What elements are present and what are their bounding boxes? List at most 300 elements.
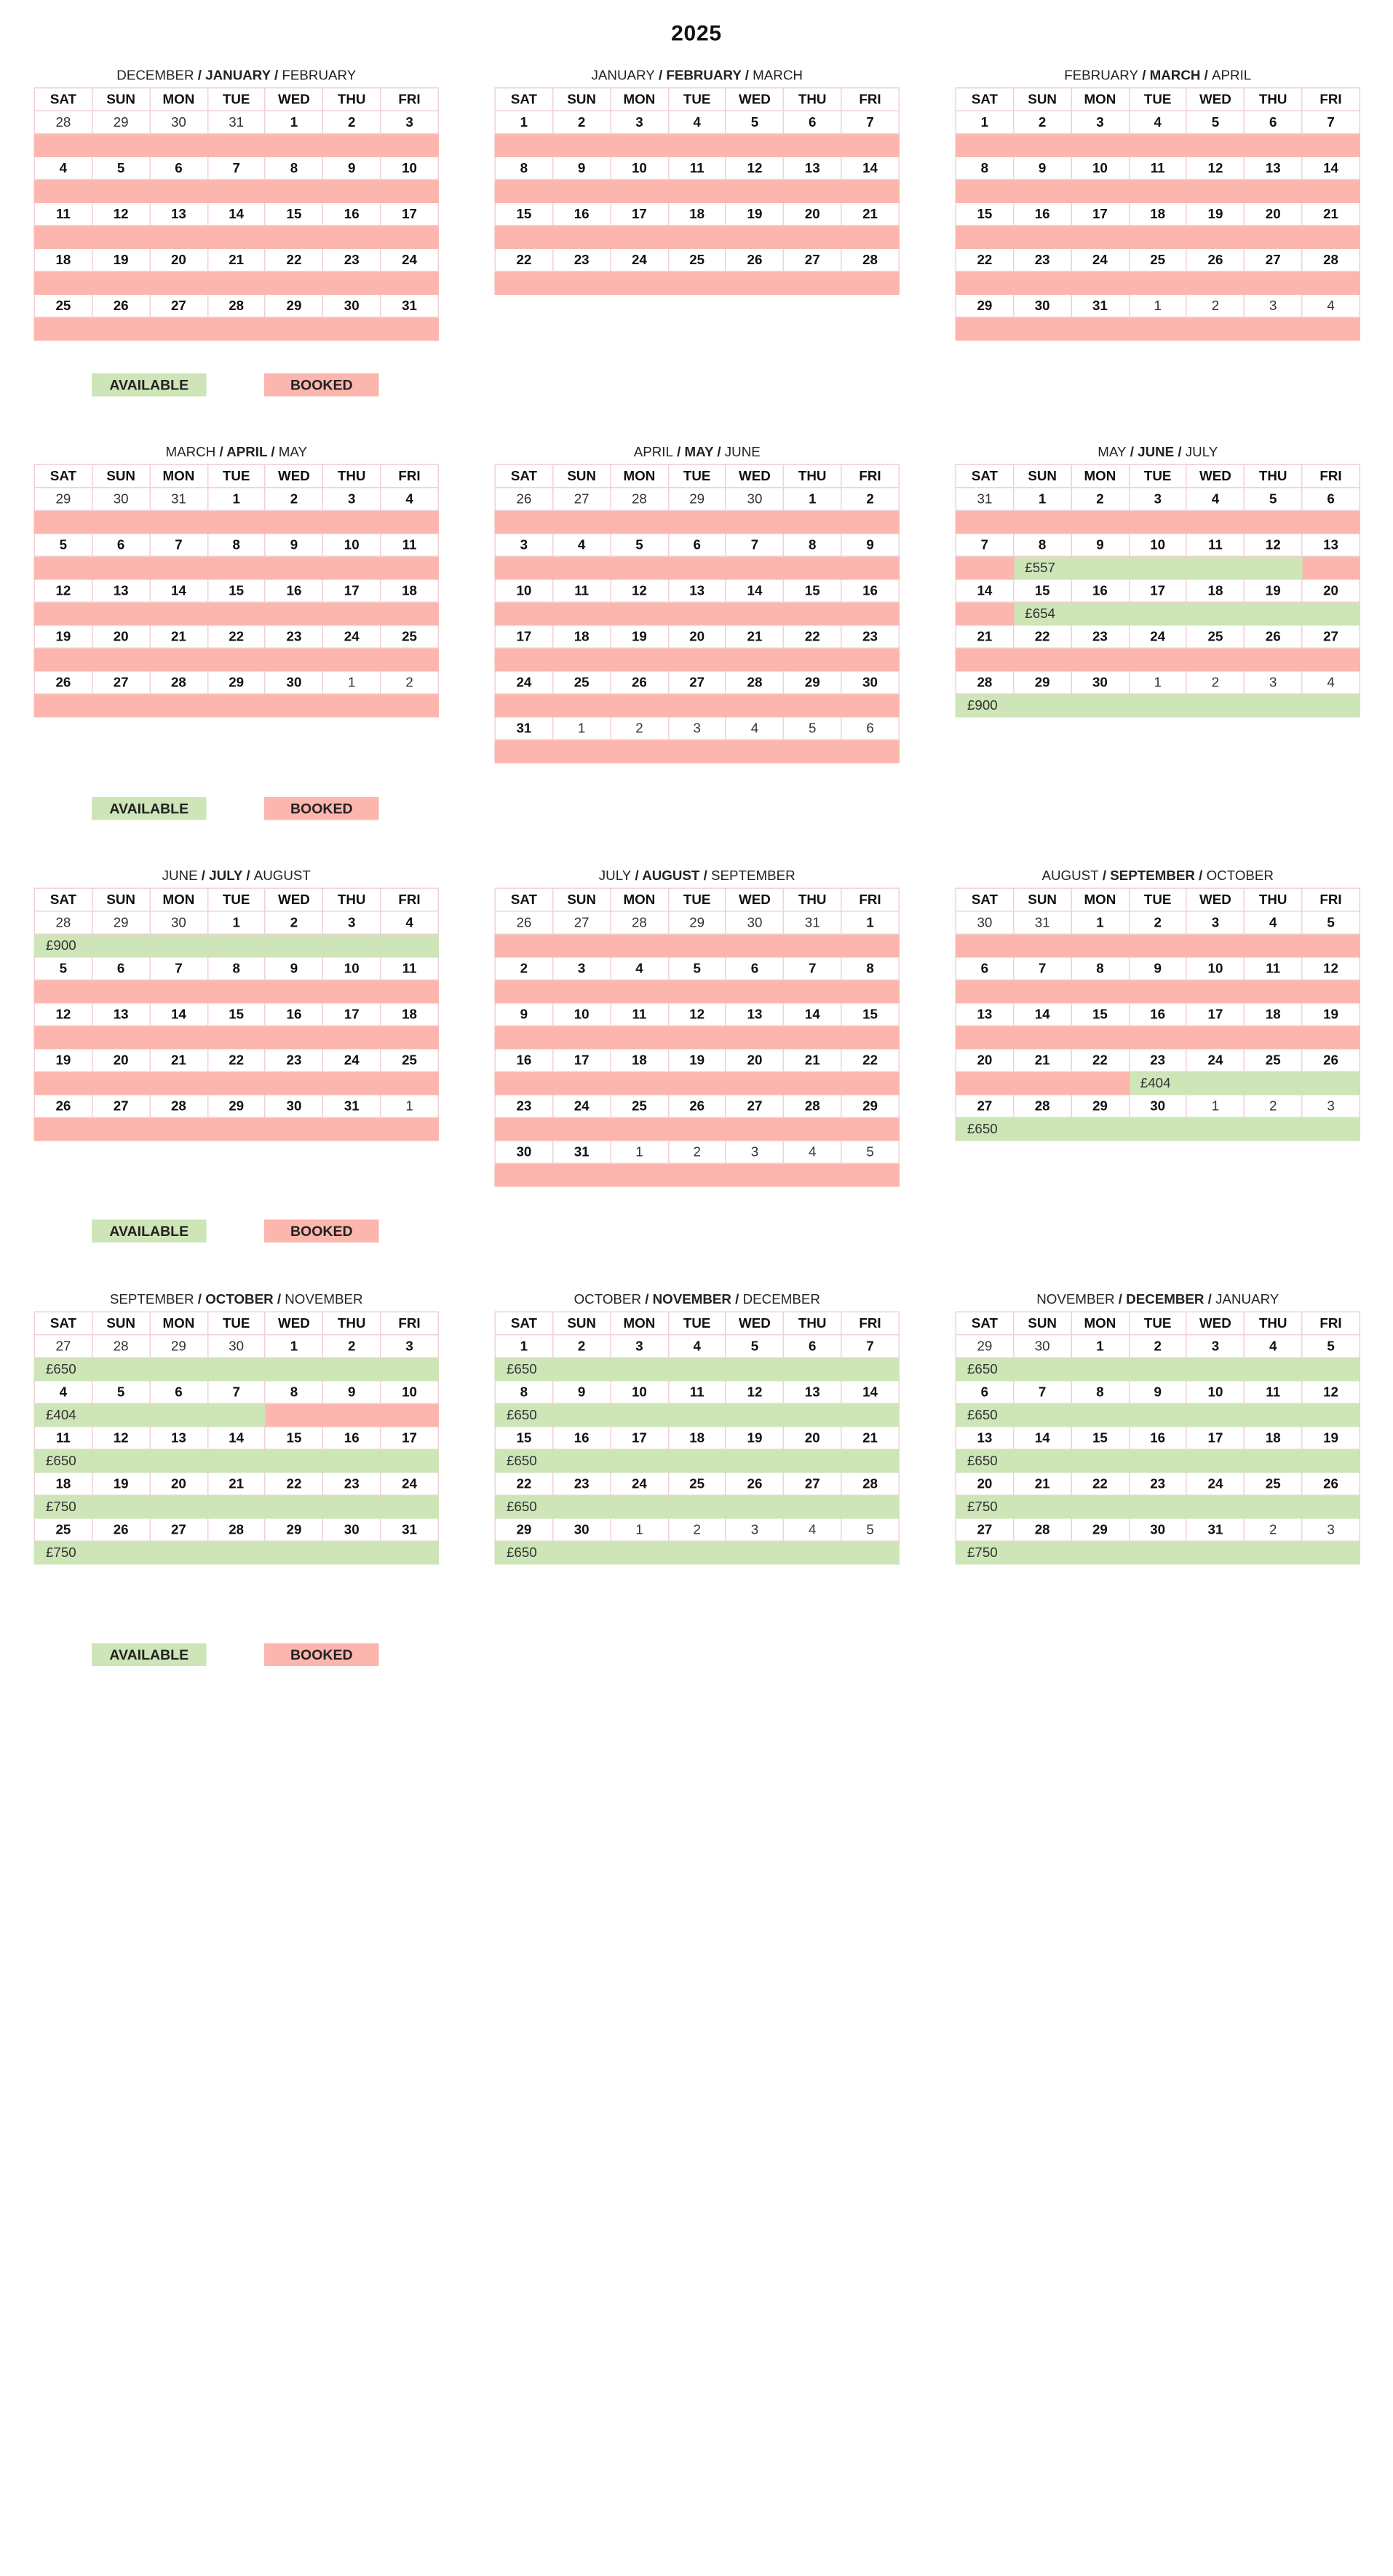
day-cell[interactable]: 30 [150, 911, 207, 935]
day-cell[interactable]: 28 [1014, 1518, 1071, 1542]
day-cell[interactable]: 31 [956, 488, 1013, 511]
day-cell[interactable]: 7 [207, 1381, 265, 1404]
day-cell[interactable]: 18 [34, 1473, 92, 1496]
day-cell[interactable]: 31 [495, 717, 552, 740]
day-cell[interactable]: 7 [726, 534, 783, 557]
day-cell[interactable]: 27 [553, 911, 611, 935]
day-cell[interactable]: 2 [1129, 1335, 1186, 1358]
day-cell[interactable]: 20 [956, 1473, 1013, 1496]
day-cell[interactable]: 11 [668, 156, 726, 180]
day-cell[interactable]: 1 [1129, 671, 1186, 694]
day-cell[interactable]: 17 [611, 1427, 668, 1450]
day-cell[interactable]: 16 [841, 579, 899, 603]
day-cell[interactable]: 5 [34, 957, 92, 980]
day-cell[interactable]: 27 [1245, 248, 1302, 272]
day-cell[interactable]: 9 [553, 1381, 611, 1404]
day-cell[interactable]: 22 [784, 625, 841, 649]
day-cell[interactable]: 18 [34, 248, 92, 272]
day-cell[interactable]: 27 [956, 1518, 1013, 1542]
day-cell[interactable]: 3 [381, 111, 438, 134]
day-cell[interactable]: 2 [1186, 671, 1244, 694]
day-cell[interactable]: 1 [1014, 488, 1071, 511]
day-cell[interactable]: 3 [726, 1518, 783, 1542]
day-cell[interactable]: 30 [841, 671, 899, 694]
day-cell[interactable]: 19 [611, 625, 668, 649]
day-cell[interactable]: 27 [553, 488, 611, 511]
day-cell[interactable]: 10 [1129, 534, 1186, 557]
day-cell[interactable]: 9 [1071, 534, 1129, 557]
day-cell[interactable]: 4 [34, 1381, 92, 1404]
day-cell[interactable]: 3 [1245, 671, 1302, 694]
day-cell[interactable]: 24 [1186, 1473, 1244, 1496]
day-cell[interactable]: 22 [956, 248, 1013, 272]
day-cell[interactable]: 28 [726, 671, 783, 694]
day-cell[interactable]: 30 [1129, 1095, 1186, 1118]
day-cell[interactable]: 18 [1245, 1427, 1302, 1450]
day-cell[interactable]: 1 [611, 1141, 668, 1164]
day-cell[interactable]: 28 [150, 671, 207, 694]
day-cell[interactable]: 31 [1014, 911, 1071, 935]
day-cell[interactable]: 16 [495, 1049, 552, 1072]
day-cell[interactable]: 29 [207, 671, 265, 694]
day-cell[interactable]: 3 [1245, 294, 1302, 317]
day-cell[interactable]: 21 [956, 625, 1013, 649]
day-cell[interactable]: 29 [495, 1518, 552, 1542]
day-cell[interactable]: 2 [1245, 1518, 1302, 1542]
day-cell[interactable]: 6 [1302, 488, 1360, 511]
day-cell[interactable]: 25 [34, 294, 92, 317]
day-cell[interactable]: 22 [841, 1049, 899, 1072]
day-cell[interactable]: 30 [1014, 294, 1071, 317]
day-cell[interactable]: 16 [265, 579, 322, 603]
day-cell[interactable]: 10 [611, 156, 668, 180]
day-cell[interactable]: 16 [1129, 1003, 1186, 1026]
day-cell[interactable]: 15 [956, 202, 1013, 226]
day-cell[interactable]: 7 [1014, 1381, 1071, 1404]
day-cell[interactable]: 28 [611, 488, 668, 511]
day-cell[interactable]: 18 [668, 202, 726, 226]
day-cell[interactable]: 4 [611, 957, 668, 980]
day-cell[interactable]: 29 [784, 671, 841, 694]
day-cell[interactable]: 23 [1071, 625, 1129, 649]
day-cell[interactable]: 3 [726, 1141, 783, 1164]
day-cell[interactable]: 2 [1014, 111, 1071, 134]
day-cell[interactable]: 11 [1186, 534, 1244, 557]
day-cell[interactable]: 22 [1071, 1049, 1129, 1072]
day-cell[interactable]: 12 [1245, 534, 1302, 557]
day-cell[interactable]: 9 [1129, 1381, 1186, 1404]
day-cell[interactable]: 30 [323, 294, 381, 317]
day-cell[interactable]: 30 [956, 911, 1013, 935]
day-cell[interactable]: 5 [1186, 111, 1244, 134]
day-cell[interactable]: 11 [34, 1427, 92, 1450]
day-cell[interactable]: 26 [726, 248, 783, 272]
day-cell[interactable]: 26 [1302, 1473, 1360, 1496]
day-cell[interactable]: 23 [1129, 1049, 1186, 1072]
day-cell[interactable]: 10 [381, 156, 438, 180]
day-cell[interactable]: 4 [553, 534, 611, 557]
day-cell[interactable]: 1 [956, 111, 1013, 134]
day-cell[interactable]: 27 [784, 248, 841, 272]
day-cell[interactable]: 23 [265, 1049, 322, 1072]
day-cell[interactable]: 2 [1245, 1095, 1302, 1118]
day-cell[interactable]: 8 [265, 1381, 322, 1404]
day-cell[interactable]: 29 [1014, 671, 1071, 694]
day-cell[interactable]: 17 [611, 202, 668, 226]
day-cell[interactable]: 1 [381, 1095, 438, 1118]
day-cell[interactable]: 1 [784, 488, 841, 511]
day-cell[interactable]: 1 [841, 911, 899, 935]
day-cell[interactable]: 1 [265, 1335, 322, 1358]
day-cell[interactable]: 28 [34, 911, 92, 935]
day-cell[interactable]: 10 [1071, 156, 1129, 180]
day-cell[interactable]: 24 [323, 625, 381, 649]
day-cell[interactable]: 16 [1129, 1427, 1186, 1450]
day-cell[interactable]: 10 [1186, 957, 1244, 980]
day-cell[interactable]: 25 [381, 1049, 438, 1072]
day-cell[interactable]: 6 [150, 1381, 207, 1404]
day-cell[interactable]: 24 [323, 1049, 381, 1072]
day-cell[interactable]: 19 [1302, 1003, 1360, 1026]
day-cell[interactable]: 12 [611, 579, 668, 603]
day-cell[interactable]: 25 [611, 1095, 668, 1118]
day-cell[interactable]: 10 [611, 1381, 668, 1404]
day-cell[interactable]: 8 [207, 957, 265, 980]
day-cell[interactable]: 29 [1071, 1095, 1129, 1118]
day-cell[interactable]: 18 [1245, 1003, 1302, 1026]
day-cell[interactable]: 11 [668, 1381, 726, 1404]
day-cell[interactable]: 6 [956, 1381, 1013, 1404]
day-cell[interactable]: 21 [1014, 1049, 1071, 1072]
day-cell[interactable]: 5 [92, 156, 150, 180]
day-cell[interactable]: 10 [323, 534, 381, 557]
day-cell[interactable]: 12 [1186, 156, 1244, 180]
day-cell[interactable]: 13 [92, 579, 150, 603]
day-cell[interactable]: 21 [1014, 1473, 1071, 1496]
day-cell[interactable]: 26 [668, 1095, 726, 1118]
day-cell[interactable]: 5 [34, 534, 92, 557]
day-cell[interactable]: 11 [611, 1003, 668, 1026]
day-cell[interactable]: 2 [668, 1518, 726, 1542]
day-cell[interactable]: 19 [668, 1049, 726, 1072]
day-cell[interactable]: 6 [841, 717, 899, 740]
day-cell[interactable]: 27 [1302, 625, 1360, 649]
day-cell[interactable]: 28 [34, 111, 92, 134]
day-cell[interactable]: 16 [553, 1427, 611, 1450]
day-cell[interactable]: 18 [381, 1003, 438, 1026]
day-cell[interactable]: 7 [150, 957, 207, 980]
day-cell[interactable]: 7 [150, 534, 207, 557]
day-cell[interactable]: 23 [323, 1473, 381, 1496]
day-cell[interactable]: 4 [726, 717, 783, 740]
day-cell[interactable]: 4 [1186, 488, 1244, 511]
day-cell[interactable]: 30 [1071, 671, 1129, 694]
day-cell[interactable]: 30 [495, 1141, 552, 1164]
day-cell[interactable]: 29 [1071, 1518, 1129, 1542]
day-cell[interactable]: 4 [668, 111, 726, 134]
day-cell[interactable]: 27 [956, 1095, 1013, 1118]
day-cell[interactable]: 31 [1186, 1518, 1244, 1542]
day-cell[interactable]: 10 [1186, 1381, 1244, 1404]
day-cell[interactable]: 24 [381, 248, 438, 272]
day-cell[interactable]: 7 [841, 1335, 899, 1358]
day-cell[interactable]: 25 [553, 671, 611, 694]
day-cell[interactable]: 22 [1071, 1473, 1129, 1496]
day-cell[interactable]: 9 [323, 156, 381, 180]
day-cell[interactable]: 9 [495, 1003, 552, 1026]
day-cell[interactable]: 1 [207, 911, 265, 935]
day-cell[interactable]: 29 [956, 1335, 1013, 1358]
day-cell[interactable]: 29 [207, 1095, 265, 1118]
day-cell[interactable]: 20 [1245, 202, 1302, 226]
day-cell[interactable]: 5 [611, 534, 668, 557]
day-cell[interactable]: 13 [150, 1427, 207, 1450]
day-cell[interactable]: 17 [495, 625, 552, 649]
day-cell[interactable]: 23 [841, 625, 899, 649]
day-cell[interactable]: 15 [495, 202, 552, 226]
day-cell[interactable]: 26 [611, 671, 668, 694]
day-cell[interactable]: 2 [381, 671, 438, 694]
day-cell[interactable]: 28 [841, 1473, 899, 1496]
day-cell[interactable]: 30 [265, 1095, 322, 1118]
day-cell[interactable]: 22 [207, 1049, 265, 1072]
day-cell[interactable]: 17 [553, 1049, 611, 1072]
day-cell[interactable]: 17 [1186, 1003, 1244, 1026]
day-cell[interactable]: 15 [841, 1003, 899, 1026]
day-cell[interactable]: 30 [92, 488, 150, 511]
day-cell[interactable]: 14 [784, 1003, 841, 1026]
day-cell[interactable]: 26 [92, 294, 150, 317]
day-cell[interactable]: 25 [668, 1473, 726, 1496]
day-cell[interactable]: 5 [1302, 1335, 1360, 1358]
day-cell[interactable]: 15 [265, 202, 322, 226]
day-cell[interactable]: 26 [1186, 248, 1244, 272]
day-cell[interactable]: 27 [150, 294, 207, 317]
day-cell[interactable]: 13 [784, 1381, 841, 1404]
day-cell[interactable]: 17 [381, 1427, 438, 1450]
day-cell[interactable]: 1 [1186, 1095, 1244, 1118]
day-cell[interactable]: 5 [726, 111, 783, 134]
day-cell[interactable]: 5 [841, 1518, 899, 1542]
day-cell[interactable]: 14 [1302, 156, 1360, 180]
day-cell[interactable]: 31 [1071, 294, 1129, 317]
day-cell[interactable]: 30 [726, 488, 783, 511]
day-cell[interactable]: 13 [1245, 156, 1302, 180]
day-cell[interactable]: 19 [34, 1049, 92, 1072]
day-cell[interactable]: 29 [956, 294, 1013, 317]
day-cell[interactable]: 8 [1014, 534, 1071, 557]
day-cell[interactable]: 17 [323, 579, 381, 603]
day-cell[interactable]: 20 [956, 1049, 1013, 1072]
day-cell[interactable]: 21 [841, 1427, 899, 1450]
day-cell[interactable]: 12 [1302, 1381, 1360, 1404]
day-cell[interactable]: 13 [726, 1003, 783, 1026]
day-cell[interactable]: 20 [1302, 579, 1360, 603]
day-cell[interactable]: 6 [956, 957, 1013, 980]
day-cell[interactable]: 6 [726, 957, 783, 980]
day-cell[interactable]: 21 [1302, 202, 1360, 226]
day-cell[interactable]: 28 [611, 911, 668, 935]
day-cell[interactable]: 3 [668, 717, 726, 740]
day-cell[interactable]: 3 [1302, 1518, 1360, 1542]
day-cell[interactable]: 15 [1071, 1003, 1129, 1026]
day-cell[interactable]: 20 [92, 625, 150, 649]
day-cell[interactable]: 25 [34, 1518, 92, 1542]
day-cell[interactable]: 5 [726, 1335, 783, 1358]
day-cell[interactable]: 20 [150, 248, 207, 272]
day-cell[interactable]: 12 [92, 1427, 150, 1450]
day-cell[interactable]: 13 [784, 156, 841, 180]
day-cell[interactable]: 9 [265, 534, 322, 557]
day-cell[interactable]: 28 [784, 1095, 841, 1118]
day-cell[interactable]: 18 [668, 1427, 726, 1450]
day-cell[interactable]: 23 [553, 1473, 611, 1496]
day-cell[interactable]: 14 [150, 1003, 207, 1026]
day-cell[interactable]: 3 [1071, 111, 1129, 134]
day-cell[interactable]: 22 [495, 1473, 552, 1496]
day-cell[interactable]: 21 [207, 248, 265, 272]
day-cell[interactable]: 7 [207, 156, 265, 180]
day-cell[interactable]: 6 [92, 957, 150, 980]
day-cell[interactable]: 29 [265, 1518, 322, 1542]
day-cell[interactable]: 24 [553, 1095, 611, 1118]
day-cell[interactable]: 2 [611, 717, 668, 740]
day-cell[interactable]: 11 [1129, 156, 1186, 180]
day-cell[interactable]: 11 [553, 579, 611, 603]
day-cell[interactable]: 2 [265, 911, 322, 935]
day-cell[interactable]: 9 [265, 957, 322, 980]
day-cell[interactable]: 28 [207, 294, 265, 317]
day-cell[interactable]: 29 [841, 1095, 899, 1118]
day-cell[interactable]: 17 [1071, 202, 1129, 226]
day-cell[interactable]: 3 [1186, 1335, 1244, 1358]
day-cell[interactable]: 25 [381, 625, 438, 649]
day-cell[interactable]: 1 [323, 671, 381, 694]
day-cell[interactable]: 25 [1245, 1473, 1302, 1496]
day-cell[interactable]: 22 [207, 625, 265, 649]
day-cell[interactable]: 13 [150, 202, 207, 226]
day-cell[interactable]: 19 [726, 1427, 783, 1450]
day-cell[interactable]: 4 [1245, 1335, 1302, 1358]
day-cell[interactable]: 19 [1302, 1427, 1360, 1450]
day-cell[interactable]: 15 [784, 579, 841, 603]
day-cell[interactable]: 31 [381, 294, 438, 317]
day-cell[interactable]: 14 [207, 1427, 265, 1450]
day-cell[interactable]: 5 [668, 957, 726, 980]
day-cell[interactable]: 18 [553, 625, 611, 649]
day-cell[interactable]: 15 [265, 1427, 322, 1450]
day-cell[interactable]: 19 [34, 625, 92, 649]
day-cell[interactable]: 28 [150, 1095, 207, 1118]
day-cell[interactable]: 22 [265, 1473, 322, 1496]
day-cell[interactable]: 7 [1014, 957, 1071, 980]
day-cell[interactable]: 19 [726, 202, 783, 226]
day-cell[interactable]: 19 [1245, 579, 1302, 603]
day-cell[interactable]: 30 [207, 1335, 265, 1358]
day-cell[interactable]: 9 [1129, 957, 1186, 980]
day-cell[interactable]: 5 [784, 717, 841, 740]
day-cell[interactable]: 23 [265, 625, 322, 649]
day-cell[interactable]: 30 [323, 1518, 381, 1542]
day-cell[interactable]: 27 [34, 1335, 92, 1358]
day-cell[interactable]: 14 [207, 202, 265, 226]
day-cell[interactable]: 21 [150, 1049, 207, 1072]
day-cell[interactable]: 3 [381, 1335, 438, 1358]
day-cell[interactable]: 14 [1014, 1427, 1071, 1450]
day-cell[interactable]: 11 [34, 202, 92, 226]
day-cell[interactable]: 17 [381, 202, 438, 226]
day-cell[interactable]: 3 [1129, 488, 1186, 511]
day-cell[interactable]: 30 [1014, 1335, 1071, 1358]
day-cell[interactable]: 2 [1129, 911, 1186, 935]
day-cell[interactable]: 20 [726, 1049, 783, 1072]
day-cell[interactable]: 3 [1302, 1095, 1360, 1118]
day-cell[interactable]: 28 [841, 248, 899, 272]
day-cell[interactable]: 26 [1245, 625, 1302, 649]
day-cell[interactable]: 11 [1245, 1381, 1302, 1404]
day-cell[interactable]: 12 [92, 202, 150, 226]
day-cell[interactable]: 29 [92, 111, 150, 134]
day-cell[interactable]: 2 [553, 111, 611, 134]
day-cell[interactable]: 10 [495, 579, 552, 603]
day-cell[interactable]: 20 [92, 1049, 150, 1072]
day-cell[interactable]: 6 [1245, 111, 1302, 134]
day-cell[interactable]: 30 [1129, 1518, 1186, 1542]
day-cell[interactable]: 21 [150, 625, 207, 649]
day-cell[interactable]: 8 [207, 534, 265, 557]
day-cell[interactable]: 17 [323, 1003, 381, 1026]
day-cell[interactable]: 27 [150, 1518, 207, 1542]
day-cell[interactable]: 4 [34, 156, 92, 180]
day-cell[interactable]: 29 [34, 488, 92, 511]
day-cell[interactable]: 12 [726, 156, 783, 180]
day-cell[interactable]: 12 [34, 1003, 92, 1026]
day-cell[interactable]: 23 [1129, 1473, 1186, 1496]
day-cell[interactable]: 8 [1071, 957, 1129, 980]
day-cell[interactable]: 22 [495, 248, 552, 272]
day-cell[interactable]: 19 [92, 248, 150, 272]
day-cell[interactable]: 15 [1014, 579, 1071, 603]
day-cell[interactable]: 14 [150, 579, 207, 603]
day-cell[interactable]: 26 [495, 911, 552, 935]
day-cell[interactable]: 10 [553, 1003, 611, 1026]
day-cell[interactable]: 16 [323, 1427, 381, 1450]
day-cell[interactable]: 7 [1302, 111, 1360, 134]
day-cell[interactable]: 26 [34, 671, 92, 694]
day-cell[interactable]: 8 [784, 534, 841, 557]
day-cell[interactable]: 1 [495, 111, 552, 134]
day-cell[interactable]: 6 [784, 1335, 841, 1358]
day-cell[interactable]: 1 [553, 717, 611, 740]
day-cell[interactable]: 13 [956, 1003, 1013, 1026]
day-cell[interactable]: 2 [1071, 488, 1129, 511]
day-cell[interactable]: 6 [150, 156, 207, 180]
day-cell[interactable]: 29 [265, 294, 322, 317]
day-cell[interactable]: 26 [495, 488, 552, 511]
day-cell[interactable]: 18 [611, 1049, 668, 1072]
day-cell[interactable]: 17 [1186, 1427, 1244, 1450]
day-cell[interactable]: 3 [611, 111, 668, 134]
day-cell[interactable]: 27 [668, 671, 726, 694]
day-cell[interactable]: 24 [1186, 1049, 1244, 1072]
day-cell[interactable]: 15 [1071, 1427, 1129, 1450]
day-cell[interactable]: 8 [841, 957, 899, 980]
day-cell[interactable]: 8 [265, 156, 322, 180]
day-cell[interactable]: 30 [265, 671, 322, 694]
day-cell[interactable]: 4 [784, 1141, 841, 1164]
day-cell[interactable]: 24 [381, 1473, 438, 1496]
day-cell[interactable]: 2 [841, 488, 899, 511]
